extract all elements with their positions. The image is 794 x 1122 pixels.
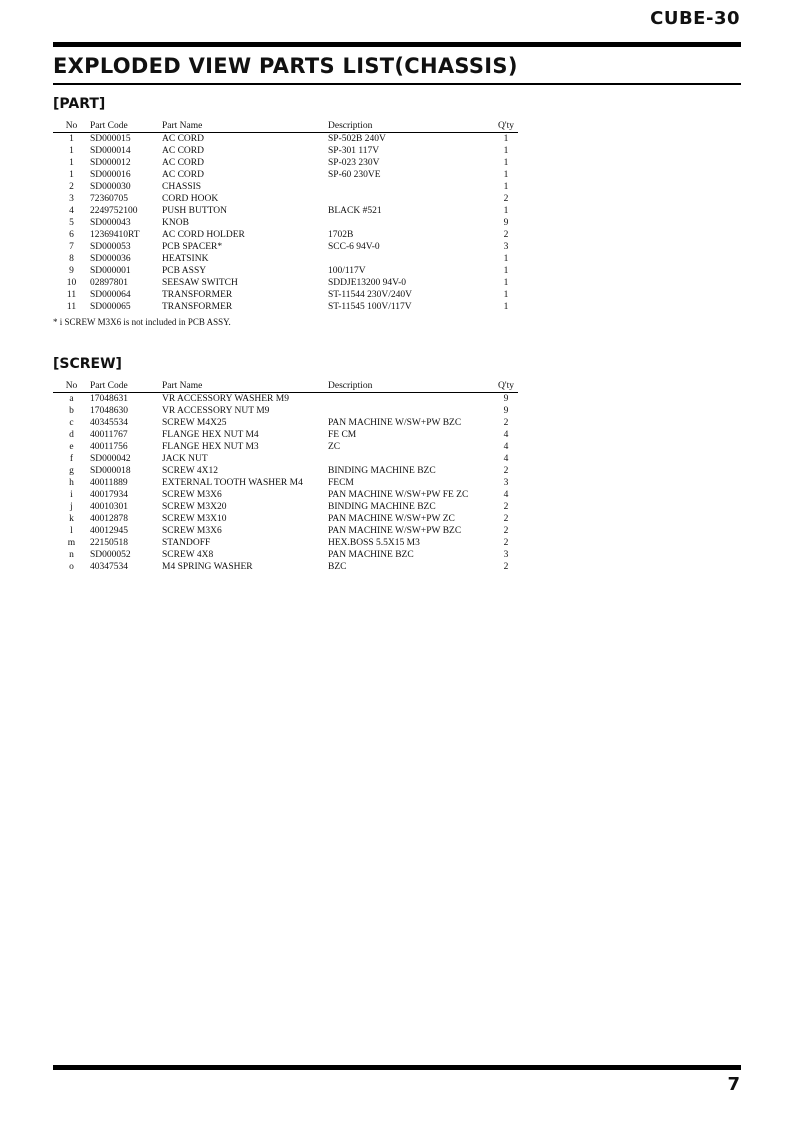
cell-description: BINDING MACHINE BZC [328,502,436,512]
cell-description: ST-11544 230V/240V [328,290,413,300]
cell-part-code: SD000064 [90,290,131,300]
table-row [53,253,518,265]
cell-part-code: 40012945 [90,526,128,536]
table-row [53,265,518,277]
cell-part-code: SD000065 [90,302,131,312]
cell-description: PAN MACHINE W/SW+PW BZC [328,526,462,536]
cell-part-code: 40011756 [90,442,128,452]
cell-qty: 2 [503,418,509,428]
cell-description: BLACK #521 [328,206,382,216]
cell-qty: 1 [503,278,509,288]
cell-description: PAN MACHINE BZC [328,550,414,560]
cell-description: SP-023 230V [328,158,380,168]
cell-qty: 3 [503,550,509,560]
col-name-header: Part Name [162,380,328,393]
cell-qty: 4 [503,454,509,464]
table-row [53,181,518,193]
cell-no: 8 [69,254,74,264]
cell-no: l [70,526,73,536]
cell-part-code: 40347534 [90,562,128,572]
cell-no: d [69,430,74,440]
col-qty-header: Q'ty [494,120,518,133]
cell-qty: 4 [503,430,509,440]
title-underline [53,83,741,85]
screw-table [53,380,518,573]
cell-part-code: SD000052 [90,550,131,560]
table-row [53,145,518,157]
cell-no: 1 [69,158,74,168]
cell-part-name: EXTERNAL TOOTH WASHER M4 [162,478,303,488]
cell-part-code: SD000053 [90,242,131,252]
cell-part-name: STANDOFF [162,538,211,548]
footer-rule [53,1065,741,1070]
cell-no: e [69,442,74,452]
cell-no: 2 [69,182,74,192]
table-row [53,157,518,169]
cell-part-code: 40010301 [90,502,128,512]
col-code-header: Part Code [90,120,162,133]
cell-no: 11 [66,302,77,312]
cell-part-name: KNOB [162,218,189,228]
cell-part-code: 22150518 [90,538,128,548]
cell-description: PAN MACHINE W/SW+PW FE ZC [328,490,469,500]
cell-part-code: SD000012 [90,158,131,168]
cell-no: 1 [69,146,74,156]
table-row [53,193,518,205]
cell-qty: 9 [503,406,509,416]
cell-description: SDDJE13200 94V-0 [328,278,407,288]
part-table-body [53,133,518,314]
cell-qty: 2 [503,466,509,476]
cell-qty: 1 [503,290,509,300]
cell-part-name: TRANSFORMER [162,290,233,300]
cell-part-code: SD000042 [90,454,131,464]
table-row [53,229,518,241]
table-row [53,525,518,537]
cell-no: b [69,406,74,416]
cell-description: PAN MACHINE W/SW+PW BZC [328,418,462,428]
cell-part-name: TRANSFORMER [162,302,233,312]
screw-table-header [53,380,518,393]
table-row [53,537,518,549]
cell-no: i [70,490,73,500]
table-row [53,549,518,561]
cell-part-code: 40011767 [90,430,128,440]
table-row [53,241,518,253]
cell-part-name: JACK NUT [162,454,208,464]
table-row [53,169,518,181]
cell-part-code: 40017934 [90,490,128,500]
cell-part-name: SCREW M3X20 [162,502,227,512]
table-row [53,477,518,489]
cell-no: g [69,466,74,476]
table-row [53,301,518,313]
cell-part-name: PCB SPACER* [162,242,223,252]
cell-part-name: AC CORD [162,134,204,144]
cell-description: BZC [328,562,347,572]
cell-part-code: 12369410RT [90,230,140,240]
page-number: 7 [727,1074,740,1095]
screw-table-body [53,393,518,574]
cell-part-code: 40345534 [90,418,128,428]
cell-qty: 4 [503,490,509,500]
cell-part-code: 17048630 [90,406,128,416]
cell-part-code: SD000016 [90,170,131,180]
table-row [53,205,518,217]
cell-no: 7 [69,242,74,252]
cell-part-code: SD000015 [90,134,131,144]
cell-part-code: SD000018 [90,466,131,476]
table-row [53,277,518,289]
cell-no: 3 [69,194,74,204]
model-name: CUBE-30 [650,8,740,29]
cell-qty: 2 [503,538,509,548]
cell-part-name: FLANGE HEX NUT M3 [162,442,259,452]
cell-part-code: SD000036 [90,254,131,264]
table-row [53,501,518,513]
cell-description [328,253,494,265]
cell-no: 9 [69,266,74,276]
cell-part-name: AC CORD [162,158,204,168]
cell-part-name: VR ACCESSORY WASHER M9 [162,394,289,404]
screw-section-heading: [SCREW] [53,356,122,372]
col-name-header: Part Name [162,120,328,133]
cell-no: f [69,454,74,464]
col-desc-header: Description [328,120,494,133]
cell-part-name: AC CORD [162,170,204,180]
cell-no: 1 [69,134,74,144]
table-row [53,489,518,501]
cell-qty: 1 [503,146,509,156]
cell-part-name: SCREW M3X10 [162,514,227,524]
col-no-header: No [53,380,90,393]
table-row [53,561,518,573]
table-row [53,289,518,301]
cell-part-code: 02897801 [90,278,128,288]
cell-no: m [67,538,76,548]
cell-description: ZC [328,442,341,452]
table-row [53,465,518,477]
cell-part-code: SD000001 [90,266,131,276]
cell-qty: 2 [503,526,509,536]
part-table-header [53,120,518,133]
table-row [53,513,518,525]
cell-part-name: SCREW M4X25 [162,418,227,428]
cell-part-name: PUSH BUTTON [162,206,228,216]
cell-description: SP-301 117V [328,146,380,156]
cell-part-code: 17048631 [90,394,128,404]
table-row [53,393,518,406]
cell-qty: 1 [503,302,509,312]
cell-qty: 2 [503,514,509,524]
cell-qty: 1 [503,182,509,192]
cell-qty: 1 [503,266,509,276]
cell-description: 100/117V [328,266,366,276]
cell-no: j [70,502,73,512]
col-qty-header: Q'ty [494,380,518,393]
cell-part-name: VR ACCESSORY NUT M9 [162,406,270,416]
cell-part-name: CHASSIS [162,182,202,192]
cell-qty: 3 [503,242,509,252]
cell-part-name: M4 SPRING WASHER [162,562,253,572]
cell-part-name: SCREW M3X6 [162,490,222,500]
col-code-header: Part Code [90,380,162,393]
table-row [53,417,518,429]
cell-description [328,193,494,205]
cell-qty: 1 [503,134,509,144]
table-row [53,217,518,229]
pcb-note: * i SCREW M3X6 is not included in PCB ASSY. [53,317,231,327]
cell-description: PAN MACHINE W/SW+PW ZC [328,514,455,524]
header-rule [53,42,741,47]
cell-description [328,393,494,406]
table-row [53,405,518,417]
cell-qty: 1 [503,254,509,264]
cell-description [328,453,494,465]
table-row [53,441,518,453]
cell-no: h [69,478,74,488]
cell-part-code: SD000043 [90,218,131,228]
cell-qty: 9 [503,218,509,228]
part-section-heading: [PART] [53,96,106,112]
cell-no: 10 [66,278,77,288]
cell-part-name: SCREW 4X8 [162,550,214,560]
cell-qty: 3 [503,478,509,488]
cell-part-name: SCREW M3X6 [162,526,222,536]
col-desc-header: Description [328,380,494,393]
cell-part-code: 40011889 [90,478,128,488]
cell-part-name: PCB ASSY [162,266,207,276]
cell-part-code: 40012878 [90,514,128,524]
cell-part-name: AC CORD HOLDER [162,230,245,240]
cell-no: 5 [69,218,74,228]
cell-no: n [69,550,74,560]
cell-part-code: 2249752100 [90,206,138,216]
cell-description [328,217,494,229]
cell-qty: 2 [503,562,509,572]
cell-description: BINDING MACHINE BZC [328,466,436,476]
cell-description: FECM [328,478,354,488]
cell-part-name: SCREW 4X12 [162,466,219,476]
cell-no: 11 [66,290,77,300]
cell-no: 4 [69,206,74,216]
table-row [53,453,518,465]
table-row [53,133,518,146]
cell-qty: 9 [503,394,509,404]
page-title: EXPLODED VIEW PARTS LIST(CHASSIS) [53,54,518,78]
cell-description: SP-60 230VE [328,170,381,180]
cell-description: HEX.BOSS 5.5X15 M3 [328,538,420,548]
cell-description [328,405,494,417]
cell-qty: 1 [503,170,509,180]
part-table [53,120,518,313]
cell-part-name: HEATSINK [162,254,209,264]
cell-description: ST-11545 100V/117V [328,302,412,312]
cell-qty: 2 [503,230,509,240]
cell-description [328,181,494,193]
table-row [53,429,518,441]
col-no-header: No [53,120,90,133]
cell-part-code: SD000014 [90,146,131,156]
cell-no: k [69,514,74,524]
cell-part-name: AC CORD [162,146,204,156]
cell-qty: 1 [503,158,509,168]
cell-qty: 2 [503,502,509,512]
cell-no: o [69,562,74,572]
cell-description: FE CM [328,430,357,440]
cell-description: SCC-6 94V-0 [328,242,380,252]
cell-no: a [69,394,74,404]
cell-part-name: CORD HOOK [162,194,219,204]
cell-no: c [69,418,74,428]
cell-description: 1702B [328,230,354,240]
cell-description: SP-502B 240V [328,134,386,144]
cell-qty: 1 [503,206,509,216]
cell-qty: 4 [503,442,509,452]
cell-part-name: FLANGE HEX NUT M4 [162,430,259,440]
cell-part-name: SEESAW SWITCH [162,278,238,288]
cell-no: 1 [69,170,74,180]
cell-no: 6 [69,230,74,240]
cell-part-code: SD000030 [90,182,131,192]
cell-part-code: 72360705 [90,194,128,204]
cell-qty: 2 [503,194,509,204]
